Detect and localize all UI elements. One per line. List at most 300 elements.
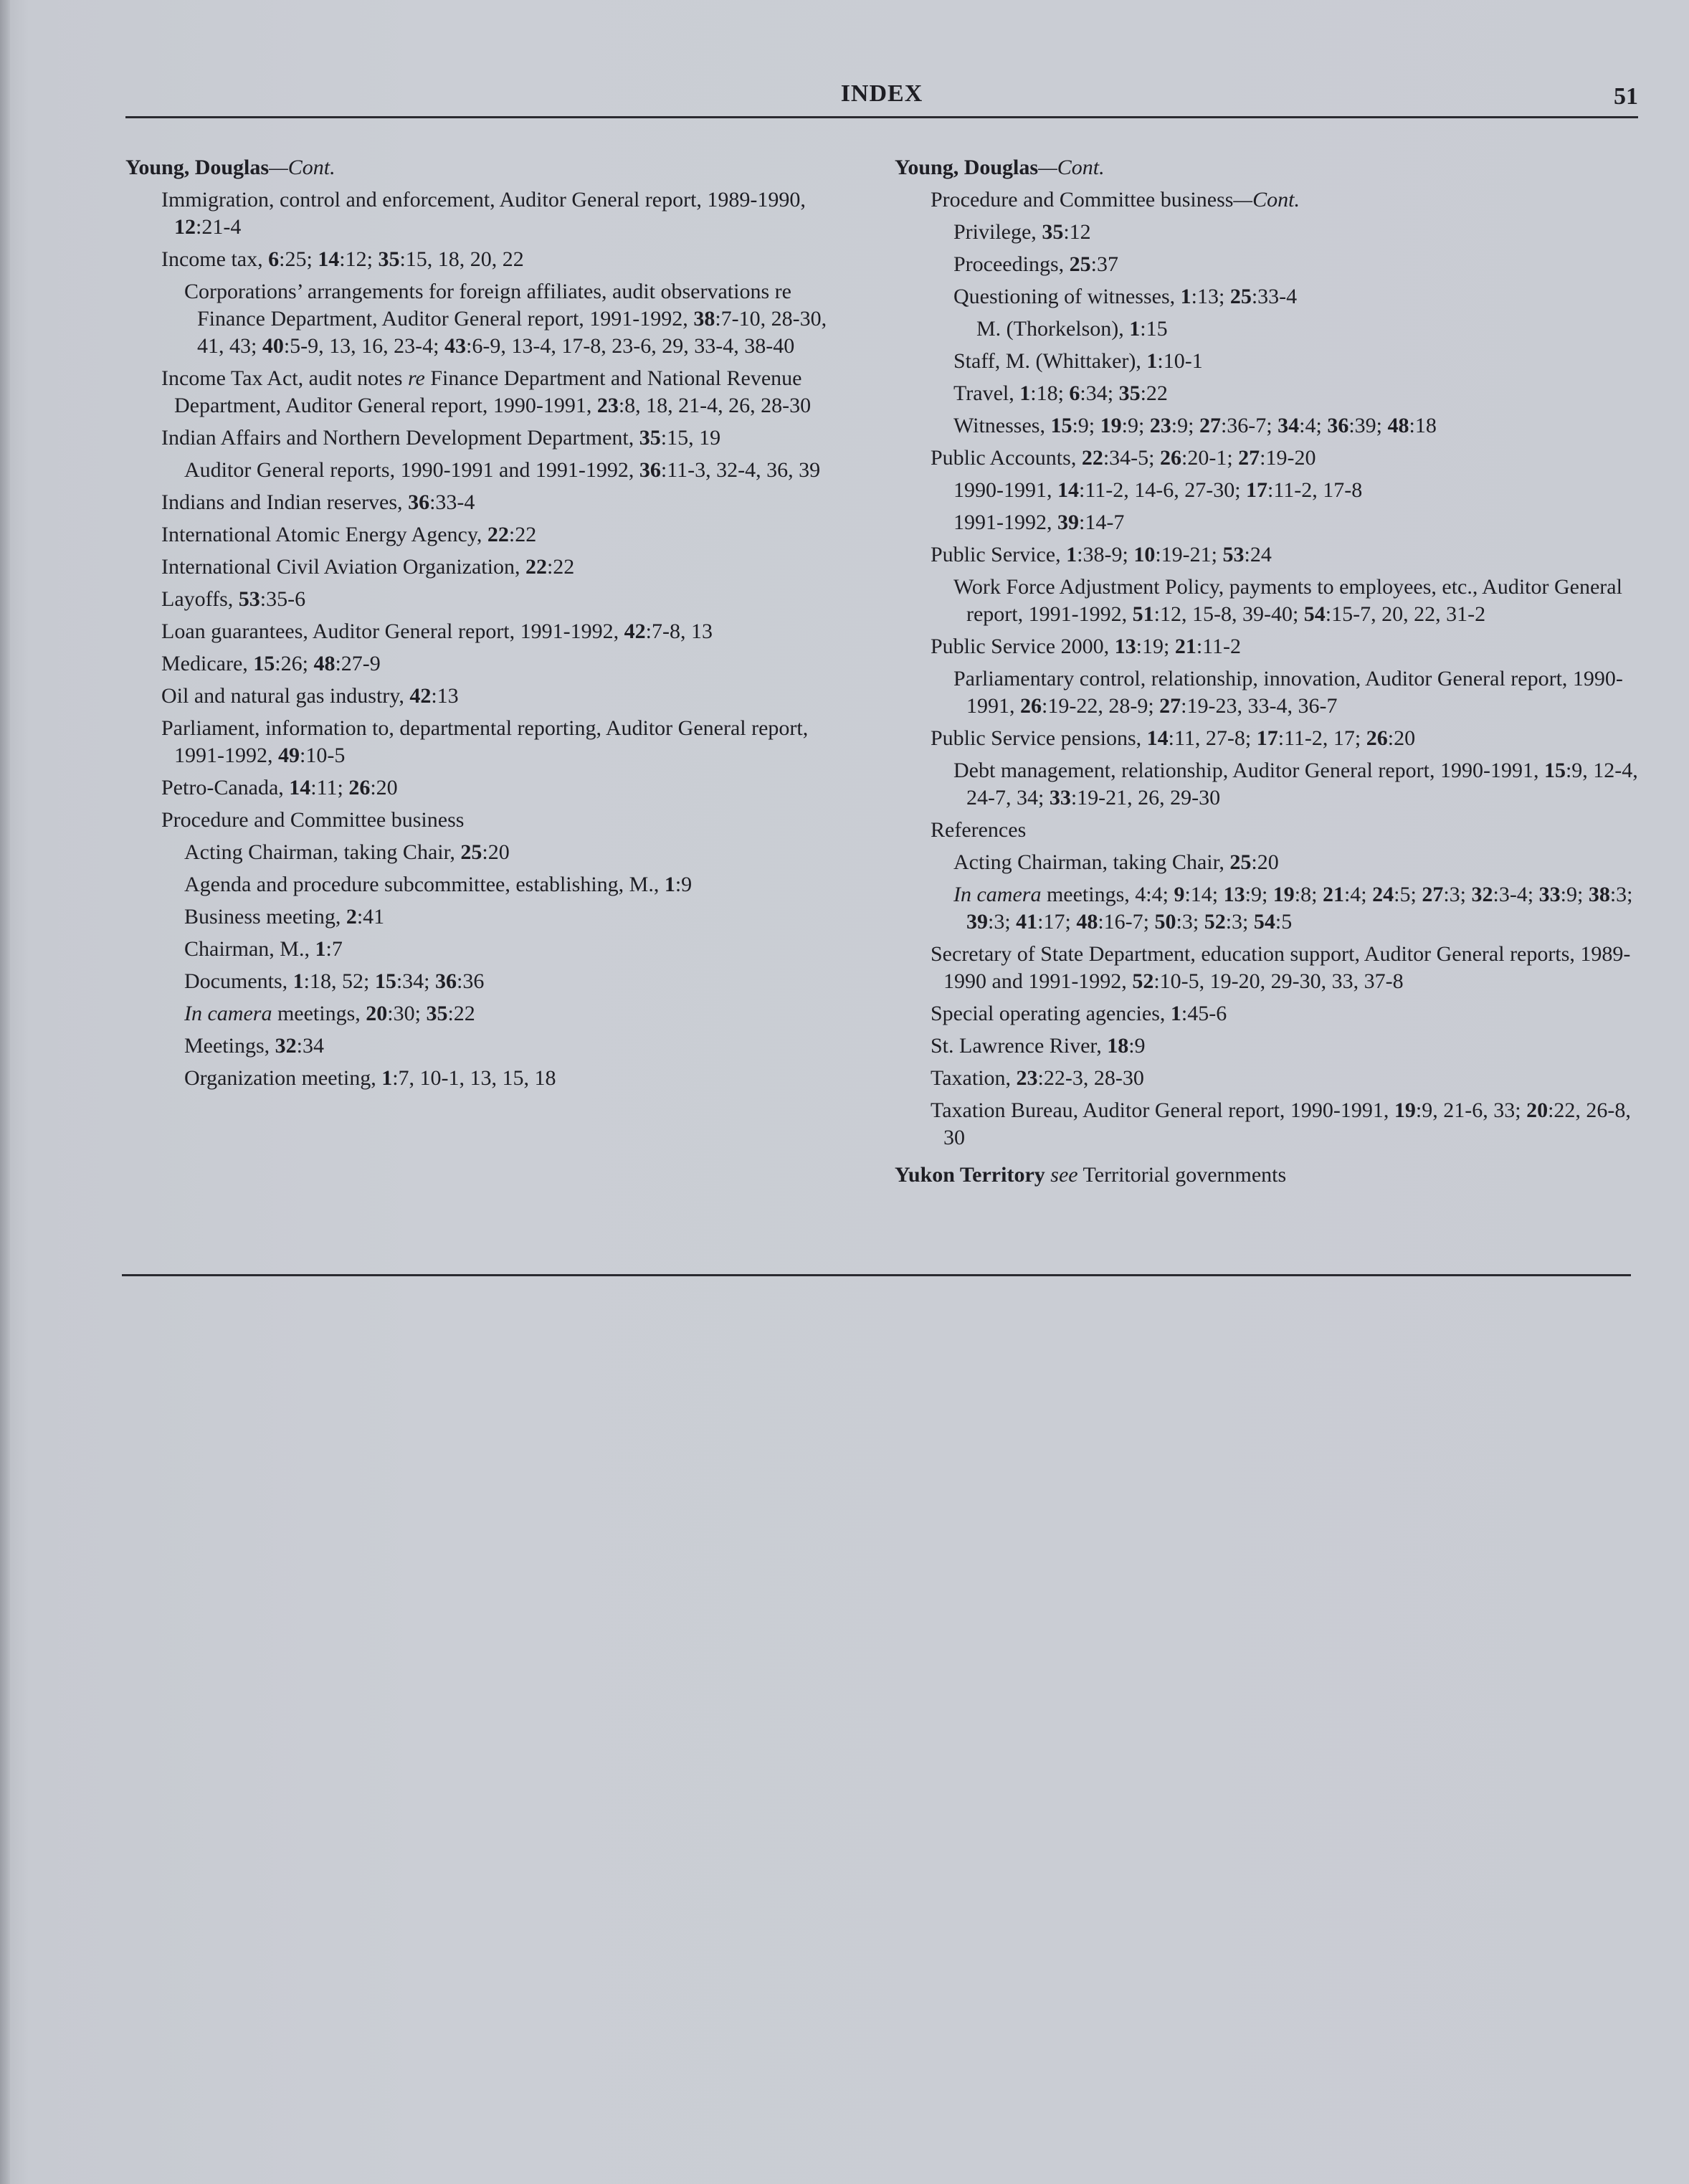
entry-text: :38-9;: [1077, 543, 1134, 566]
entry-text: :9;: [1072, 414, 1100, 437]
entry-text: :3;: [1176, 910, 1204, 934]
issue-number: 14: [1146, 726, 1169, 750]
issue-number: 52: [1204, 910, 1226, 934]
issue-number: 14: [289, 776, 311, 799]
entry-text: Documents,: [184, 969, 293, 993]
issue-number: 38: [693, 307, 715, 331]
entry-text: Public Service,: [931, 543, 1067, 566]
index-column-right: [895, 154, 1640, 1194]
issue-number: 48: [1387, 414, 1409, 437]
index-entry: [908, 1065, 1640, 1092]
entry-text: International Civil Aviation Organization,: [161, 555, 525, 579]
entry-text: :11, 27-8;: [1168, 726, 1257, 750]
index-entry: [138, 365, 857, 419]
index-entry: [161, 903, 857, 931]
entry-text: :33-4: [429, 490, 475, 514]
index-entry: [931, 881, 1640, 936]
issue-number: 19: [1394, 1098, 1416, 1122]
see-reference: see: [1050, 1163, 1078, 1187]
heading-cont: —Cont.: [1038, 156, 1105, 179]
index-heading: [895, 154, 1640, 181]
issue-number: 26: [1160, 446, 1181, 470]
entry-text: :22: [546, 555, 575, 579]
issue-number: 40: [262, 334, 284, 358]
entry-text: :37: [1090, 252, 1118, 276]
entry-text: Parliamentary control, relationship, innovation, Auditor General report, 1990-1991,: [953, 667, 1623, 718]
issue-number: 25: [1229, 285, 1252, 308]
index-entry: [953, 315, 1640, 343]
entry-text: Public Service 2000,: [931, 635, 1115, 658]
entry-text: :20: [482, 840, 510, 864]
issue-number: 6: [268, 247, 280, 271]
index-entry: [161, 1000, 857, 1027]
page-number: 51: [1614, 83, 1638, 110]
entry-text: :19-22, 28-9;: [1042, 694, 1160, 718]
index-entry: [908, 817, 1640, 844]
entry-text: :19-20: [1260, 446, 1316, 470]
entry-text: Taxation,: [931, 1066, 1017, 1090]
index-column-left: [125, 154, 857, 1097]
entry-text: :7: [325, 937, 343, 961]
issue-number: 26: [1366, 726, 1388, 750]
entry-text: Corporations’ arrangements for foreign affiliates, audit observations re Finance Department, Auditor General report, 1991-1992,: [184, 280, 791, 331]
entry-text: :34: [296, 1034, 324, 1058]
index-entry: [931, 757, 1640, 812]
entry-text: :20: [370, 776, 398, 799]
entry-text: Chairman, M.,: [184, 937, 315, 961]
index-entry: [138, 246, 857, 273]
issue-number: 17: [1256, 726, 1278, 750]
entry-text: International Atomic Energy Agency,: [161, 523, 487, 546]
issue-number: 14: [318, 247, 340, 271]
issue-number: 27: [1238, 446, 1260, 470]
index-entry: [931, 219, 1640, 246]
index-entry: [931, 574, 1640, 628]
index-entry: [931, 251, 1640, 278]
entry-text: :20: [1251, 850, 1279, 874]
entry-text: :10-5: [300, 744, 346, 767]
entry-text: Organization meeting,: [184, 1066, 382, 1090]
entry-text: Acting Chairman, taking Chair,: [184, 840, 461, 864]
entry-text: Staff, M. (Whittaker),: [953, 349, 1147, 373]
entry-text: Layoffs,: [161, 587, 239, 611]
entry-text: Oil and natural gas industry,: [161, 684, 410, 708]
issue-number: 1: [315, 937, 326, 961]
binding-edge: [0, 0, 10, 2184]
issue-number: 12: [174, 215, 196, 239]
issue-number: 1: [292, 969, 304, 993]
index-entry: [138, 807, 857, 834]
issue-number: 6: [1069, 381, 1080, 405]
entry-text: Questioning of witnesses,: [953, 285, 1181, 308]
entry-text: Meetings,: [184, 1034, 275, 1058]
issue-number: 23: [1149, 414, 1171, 437]
issue-number: 35: [639, 426, 661, 450]
issue-number: 1: [1019, 381, 1031, 405]
entry-text: :12: [1063, 220, 1091, 244]
entry-text: :15, 19: [660, 426, 721, 450]
issue-number: 14: [1057, 478, 1079, 502]
entry-text: :9, 12-4, 24-7, 34;: [966, 759, 1638, 809]
entry-text: :7, 10-1, 13, 15, 18: [392, 1066, 556, 1090]
issue-number: 27: [1199, 414, 1221, 437]
entry-text: —Cont.: [1233, 188, 1300, 212]
issue-number: 42: [409, 684, 432, 708]
issue-number: 24: [1372, 883, 1394, 906]
entry-text: :22: [1140, 381, 1168, 405]
issue-number: 1: [1129, 317, 1141, 341]
entry-text: Debt management, relationship, Auditor General report, 1990-1991,: [953, 759, 1544, 782]
entry-text: :7-10, 28-30, 41, 43;: [197, 307, 827, 358]
entry-text: :8, 18, 21-4, 26, 28-30: [618, 394, 812, 417]
issue-number: 49: [278, 744, 300, 767]
entry-text: :18, 52;: [303, 969, 375, 993]
issue-number: 42: [624, 619, 646, 643]
entry-text: :14;: [1184, 883, 1224, 906]
entry-text: :3;: [1225, 910, 1254, 934]
index-entry: [931, 412, 1640, 440]
entry-text: Indian Affairs and Northern Development Department,: [161, 426, 639, 450]
entry-text: Procedure and Committee business: [161, 808, 465, 832]
issue-number: 1: [1146, 349, 1158, 373]
issue-number: 34: [1278, 414, 1300, 437]
entry-text: :11-2, 17-8: [1267, 478, 1363, 502]
issue-number: 1: [1066, 543, 1077, 566]
issue-number: 39: [1057, 511, 1079, 534]
entry-text: :18: [1409, 414, 1437, 437]
index-entry: [931, 348, 1640, 375]
heading-name: Yukon Territory: [895, 1163, 1045, 1187]
issue-number: 41: [1016, 910, 1038, 934]
entry-text: 1991-1992,: [953, 511, 1057, 534]
issue-number: 43: [444, 334, 466, 358]
index-entry: [931, 477, 1640, 504]
entry-text: Finance Department and National Revenue Department, Auditor General report, 1990-1991,: [174, 366, 802, 417]
entry-text: :35-6: [260, 587, 306, 611]
left-entries: [125, 186, 857, 1092]
index-entry: [931, 283, 1640, 310]
entry-text: :26;: [275, 652, 314, 675]
index-entry: [161, 278, 857, 360]
index-entry: [908, 633, 1640, 660]
entry-text: :19-21, 26, 29-30: [1070, 786, 1221, 809]
index-entry: [161, 871, 857, 898]
entry-text: Public Service pensions,: [931, 726, 1147, 750]
entry-text: Secretary of State Department, education support, Auditor General reports, 1989-1990 and 1991-1992,: [931, 942, 1631, 993]
issue-number: 36: [639, 458, 661, 482]
entry-text: St. Lawrence River,: [931, 1034, 1108, 1058]
entry-text: :24: [1244, 543, 1272, 566]
issue-number: 54: [1303, 602, 1326, 626]
right-entries: [895, 186, 1640, 1152]
issue-number: 10: [1133, 543, 1156, 566]
index-entry: [161, 839, 857, 866]
entry-text: :13;: [1191, 285, 1230, 308]
entry-text: Procedure and Committee business: [931, 188, 1234, 212]
index-entry: [931, 509, 1640, 536]
entry-text: :10-5, 19-20, 29-30, 33, 37-8: [1153, 969, 1404, 993]
index-entry: [138, 683, 857, 710]
entry-text: :15-7, 20, 22, 31-2: [1325, 602, 1486, 626]
index-entry: [931, 849, 1640, 876]
entry-text: :39;: [1348, 414, 1388, 437]
entry-text: :15, 18, 20, 22: [399, 247, 524, 271]
index-entry: [908, 941, 1640, 995]
issue-number: 13: [1114, 635, 1136, 658]
issue-number: 21: [1174, 635, 1196, 658]
entry-text: :36-7;: [1220, 414, 1278, 437]
issue-number: 50: [1154, 910, 1176, 934]
issue-number: 19: [1100, 414, 1122, 437]
issue-number: 38: [1588, 883, 1610, 906]
entry-text: Income tax,: [161, 247, 269, 271]
entry-text: Loan guarantees, Auditor General report, 1991-1992,: [161, 619, 624, 643]
entry-text: Proceedings,: [953, 252, 1070, 276]
entry-text: :33-4: [1251, 285, 1298, 308]
entry-text: :13: [431, 684, 459, 708]
entry-text: :11-2, 14-6, 27-30;: [1079, 478, 1247, 502]
entry-text: :34-5;: [1103, 446, 1160, 470]
issue-number: 9: [1174, 883, 1185, 906]
footer-rule: [122, 1274, 1631, 1276]
issue-number: 35: [426, 1002, 448, 1025]
issue-number: 48: [313, 652, 336, 675]
index-entry: [161, 936, 857, 963]
entry-text: :27-9: [335, 652, 381, 675]
index-entry: [908, 1000, 1640, 1027]
issue-number: 35: [1118, 381, 1141, 405]
entry-text: :11-2: [1196, 635, 1242, 658]
issue-number: 26: [1020, 694, 1042, 718]
entry-text: :15: [1140, 317, 1168, 341]
entry-text: :22: [447, 1002, 475, 1025]
issue-number: 26: [348, 776, 371, 799]
entry-text: Travel,: [953, 381, 1020, 405]
issue-number: 32: [1471, 883, 1493, 906]
entry-text: :20: [1387, 726, 1416, 750]
index-entry: [161, 457, 857, 484]
entry-text: :19-23, 33-4, 36-7: [1181, 694, 1338, 718]
entry-text: Parliament, information to, departmental reporting, Auditor General report, 1991-1992,: [161, 716, 809, 767]
entry-text: :9, 21-6, 33;: [1415, 1098, 1527, 1122]
entry-text: M. (Thorkelson),: [976, 317, 1130, 341]
entry-text: :34;: [396, 969, 435, 993]
entry-text: meetings, 4:4;: [1041, 883, 1174, 906]
index-entry: [138, 521, 857, 549]
entry-text: :17;: [1037, 910, 1077, 934]
issue-number: 51: [1132, 602, 1154, 626]
entry-text: Agenda and procedure subcommittee, establishing, M.,: [184, 873, 665, 896]
entry-text: In camera: [953, 883, 1042, 906]
index-entry: [138, 774, 857, 802]
entry-text: Medicare,: [161, 652, 254, 675]
issue-number: 32: [275, 1034, 297, 1058]
issue-number: 53: [1222, 543, 1245, 566]
entry-text: :22-3, 28-30: [1037, 1066, 1144, 1090]
entry-text: :9: [675, 873, 693, 896]
issue-number: 15: [1050, 414, 1072, 437]
entry-text: :5-9, 13, 16, 23-4;: [283, 334, 444, 358]
entry-text: :4;: [1299, 414, 1328, 437]
issue-number: 35: [378, 247, 400, 271]
issue-number: 22: [525, 555, 547, 579]
entry-text: :19-21;: [1155, 543, 1223, 566]
entry-text: :8;: [1294, 883, 1323, 906]
issue-number: 18: [1107, 1034, 1129, 1058]
entry-text: :3-4;: [1493, 883, 1539, 906]
entry-text: In camera: [184, 1002, 272, 1025]
index-entry: [931, 665, 1640, 720]
entry-text: :45-6: [1181, 1002, 1227, 1025]
entry-text: :21-4: [196, 215, 242, 239]
issue-number: 33: [1538, 883, 1561, 906]
entry-text: References: [931, 818, 1027, 842]
issue-number: 15: [253, 652, 275, 675]
heading-name: Young, Douglas: [125, 156, 270, 179]
index-entry: [138, 618, 857, 645]
issue-number: 48: [1076, 910, 1098, 934]
issue-number: 25: [1229, 850, 1252, 874]
entry-text: :11-3, 32-4, 36, 39: [660, 458, 821, 482]
heading-name: Young, Douglas: [895, 156, 1039, 179]
entry-text: :41: [356, 905, 385, 929]
entry-text: :4;: [1343, 883, 1373, 906]
issue-number: 15: [374, 969, 396, 993]
entry-text: :22, 26-8, 30: [943, 1098, 1631, 1149]
index-entry: [138, 554, 857, 581]
entry-text: Acting Chairman, taking Chair,: [953, 850, 1230, 874]
issue-number: 25: [1069, 252, 1091, 276]
index-entry: [908, 186, 1640, 214]
issue-number: 36: [434, 969, 457, 993]
entry-text: :11;: [310, 776, 349, 799]
entry-text: :5;: [1394, 883, 1422, 906]
issue-number: 25: [460, 840, 482, 864]
entry-text: Special operating agencies,: [931, 1002, 1171, 1025]
entry-text: :7-8, 13: [645, 619, 713, 643]
index-entry: [138, 715, 857, 769]
entry-text: Public Accounts,: [931, 446, 1082, 470]
entry-text: Taxation Bureau, Auditor General report, 1990-1991,: [931, 1098, 1394, 1122]
index-entry: [908, 445, 1640, 472]
entry-text: :5: [1275, 910, 1293, 934]
entry-text: Privilege,: [953, 220, 1042, 244]
index-entry: [931, 380, 1640, 407]
entry-text: :34;: [1080, 381, 1119, 405]
entry-text: Witnesses,: [953, 414, 1051, 437]
entry-text: :30;: [387, 1002, 427, 1025]
entry-text: :16-7;: [1098, 910, 1155, 934]
entry-text: :10-1: [1157, 349, 1203, 373]
entry-text: Work Force Adjustment Policy, payments to employees, etc., Auditor General report, 1991-1992,: [953, 575, 1622, 626]
entry-text: :12;: [339, 247, 379, 271]
issue-number: 36: [1327, 414, 1349, 437]
issue-number: 1: [381, 1066, 393, 1090]
index-entry: [161, 1065, 857, 1092]
issue-number: 20: [366, 1002, 388, 1025]
entry-text: :6-9, 13-4, 17-8, 23-6, 29, 33-4, 38-40: [466, 334, 795, 358]
issue-number: 13: [1223, 883, 1245, 906]
issue-number: 35: [1042, 220, 1064, 244]
entry-text: :3;: [1609, 883, 1633, 906]
entry-text: :36: [456, 969, 485, 993]
entry-text: 1990-1991,: [953, 478, 1057, 502]
issue-number: 23: [596, 394, 619, 417]
entry-text: :14-7: [1079, 511, 1125, 534]
issue-number: 39: [966, 910, 988, 934]
issue-number: 54: [1253, 910, 1275, 934]
issue-number: 23: [1016, 1066, 1038, 1090]
entry-text: :3;: [988, 910, 1017, 934]
index-entry: [138, 586, 857, 613]
entry-text: Auditor General reports, 1990-1991 and 1991-1992,: [184, 458, 639, 482]
entry-text: Petro-Canada,: [161, 776, 290, 799]
index-heading-yukon: [895, 1162, 1640, 1189]
index-entry: [908, 1032, 1640, 1060]
issue-number: 19: [1272, 883, 1295, 906]
issue-number: 21: [1322, 883, 1344, 906]
issue-number: 27: [1159, 694, 1181, 718]
index-entry: [908, 541, 1640, 569]
entry-text: :18;: [1030, 381, 1070, 405]
index-entry: [908, 725, 1640, 752]
entry-text: :9;: [1121, 414, 1150, 437]
entry-text: Immigration, control and enforcement, Auditor General report, 1989-1990,: [161, 188, 806, 212]
issue-number: 22: [1081, 446, 1103, 470]
index-entry: [161, 1032, 857, 1060]
issue-number: 53: [238, 587, 260, 611]
issue-number: 52: [1132, 969, 1154, 993]
issue-number: 36: [408, 490, 430, 514]
issue-number: 33: [1049, 786, 1071, 809]
see-target: Territorial governments: [1077, 1163, 1287, 1187]
issue-number: 20: [1526, 1098, 1548, 1122]
issue-number: 15: [1543, 759, 1566, 782]
index-entry: [138, 489, 857, 516]
entry-text: meetings,: [272, 1002, 366, 1025]
issue-number: 17: [1246, 478, 1268, 502]
issue-number: 27: [1422, 883, 1444, 906]
page-title: INDEX: [840, 80, 923, 107]
index-entry: [138, 186, 857, 241]
issue-number: 2: [346, 905, 357, 929]
issue-number: 1: [1180, 285, 1191, 308]
entry-text: :25;: [279, 247, 318, 271]
entry-text: Income Tax Act, audit notes: [161, 366, 408, 390]
issue-number: 22: [487, 523, 509, 546]
entry-text: :20-1;: [1181, 446, 1239, 470]
issue-number: 1: [1170, 1002, 1181, 1025]
entry-text: :3;: [1443, 883, 1472, 906]
index-entry: [138, 650, 857, 678]
entry-text: :19;: [1136, 635, 1175, 658]
entry-text: :9;: [1245, 883, 1273, 906]
entry-text: Indians and Indian reserves,: [161, 490, 409, 514]
entry-text: :11-2, 17;: [1278, 726, 1366, 750]
entry-text: re: [407, 366, 425, 390]
index-entry: [908, 1097, 1640, 1152]
index-heading: [125, 154, 857, 181]
index-entry: [138, 424, 857, 452]
heading-cont: —Cont.: [269, 156, 336, 179]
entry-text: Business meeting,: [184, 905, 346, 929]
header-rule: [125, 116, 1638, 118]
entry-text: :9;: [1171, 414, 1199, 437]
issue-number: 1: [664, 873, 675, 896]
entry-text: :12, 15-8, 39-40;: [1153, 602, 1304, 626]
entry-text: :22: [508, 523, 537, 546]
index-entry: [161, 968, 857, 995]
